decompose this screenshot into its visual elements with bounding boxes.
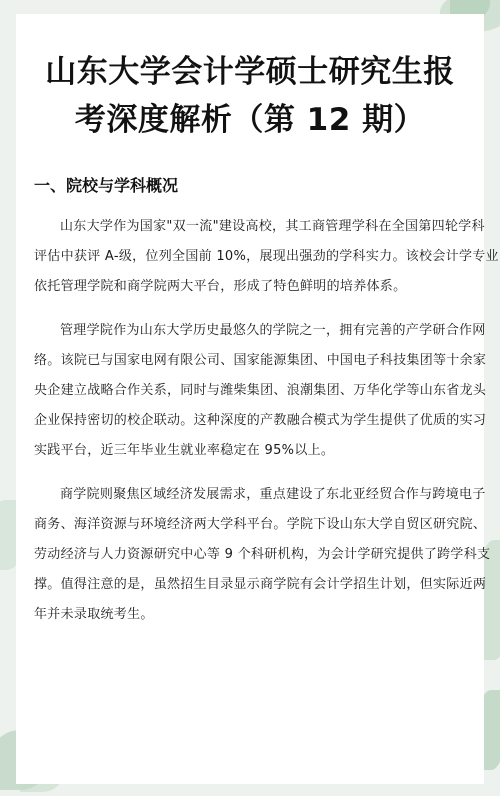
paragraph-management-school <box>34 316 487 466</box>
article-title-line: 考深度解析（第 12 期） <box>74 102 426 138</box>
article-title <box>34 14 466 144</box>
paragraph-overview <box>34 212 499 302</box>
section-heading: 一、院校与学科概况 <box>34 176 179 195</box>
paragraph-line: 依托管理学院和商学院两大平台，形成了特色鲜明的培养体系。 <box>34 279 407 294</box>
paragraph-line: 撑。值得注意的是，虽然招生目录显示商学院有会计学招生计划，但实际近两 <box>34 577 487 592</box>
paragraph-line: 评估中获评 A-级，位列全国前 10%，展现出强劲的学科实力。该校会计学专业 <box>34 249 499 264</box>
paragraph-line: 络。该院已与国家电网有限公司、国家能源集团、中国电子科技集团等十余家 <box>34 353 487 368</box>
paragraph-line: 年并未录取统考生。 <box>34 607 154 622</box>
article-title-line: 山东大学会计学硕士研究生报 <box>45 54 455 90</box>
paragraph-line: 央企建立战略合作关系，同时与潍柴集团、浪潮集团、万华化学等山东省龙头 <box>34 383 487 398</box>
paragraph-line: 劳动经济与人力资源研究中心等 9 个科研机构，为会计学研究提供了跨学科支 <box>34 547 491 562</box>
paragraph-line: 商务、海洋资源与环境经济两大学科平台。学院下设山东大学自贸区研究院、 <box>34 517 487 532</box>
paragraph-line: 管理学院作为山东大学历史最悠久的学院之一，拥有完善的产学研合作网 <box>60 323 486 338</box>
paragraph-line: 山东大学作为国家"双一流"建设高校，其工商管理学科在全国第四轮学科 <box>60 219 485 234</box>
paragraph-line: 企业保持密切的校企联动。这种深度的产教融合模式为学生提供了优质的实习 <box>34 413 487 428</box>
article-card <box>16 14 499 784</box>
paragraph-line: 实践平台，近三年毕业生就业率稳定在 95%以上。 <box>34 443 335 458</box>
paragraph-business-school <box>34 480 491 630</box>
paragraph-line: 商学院则聚焦区域经济发展需求，重点建设了东北亚经贸合作与跨境电子 <box>60 487 486 502</box>
